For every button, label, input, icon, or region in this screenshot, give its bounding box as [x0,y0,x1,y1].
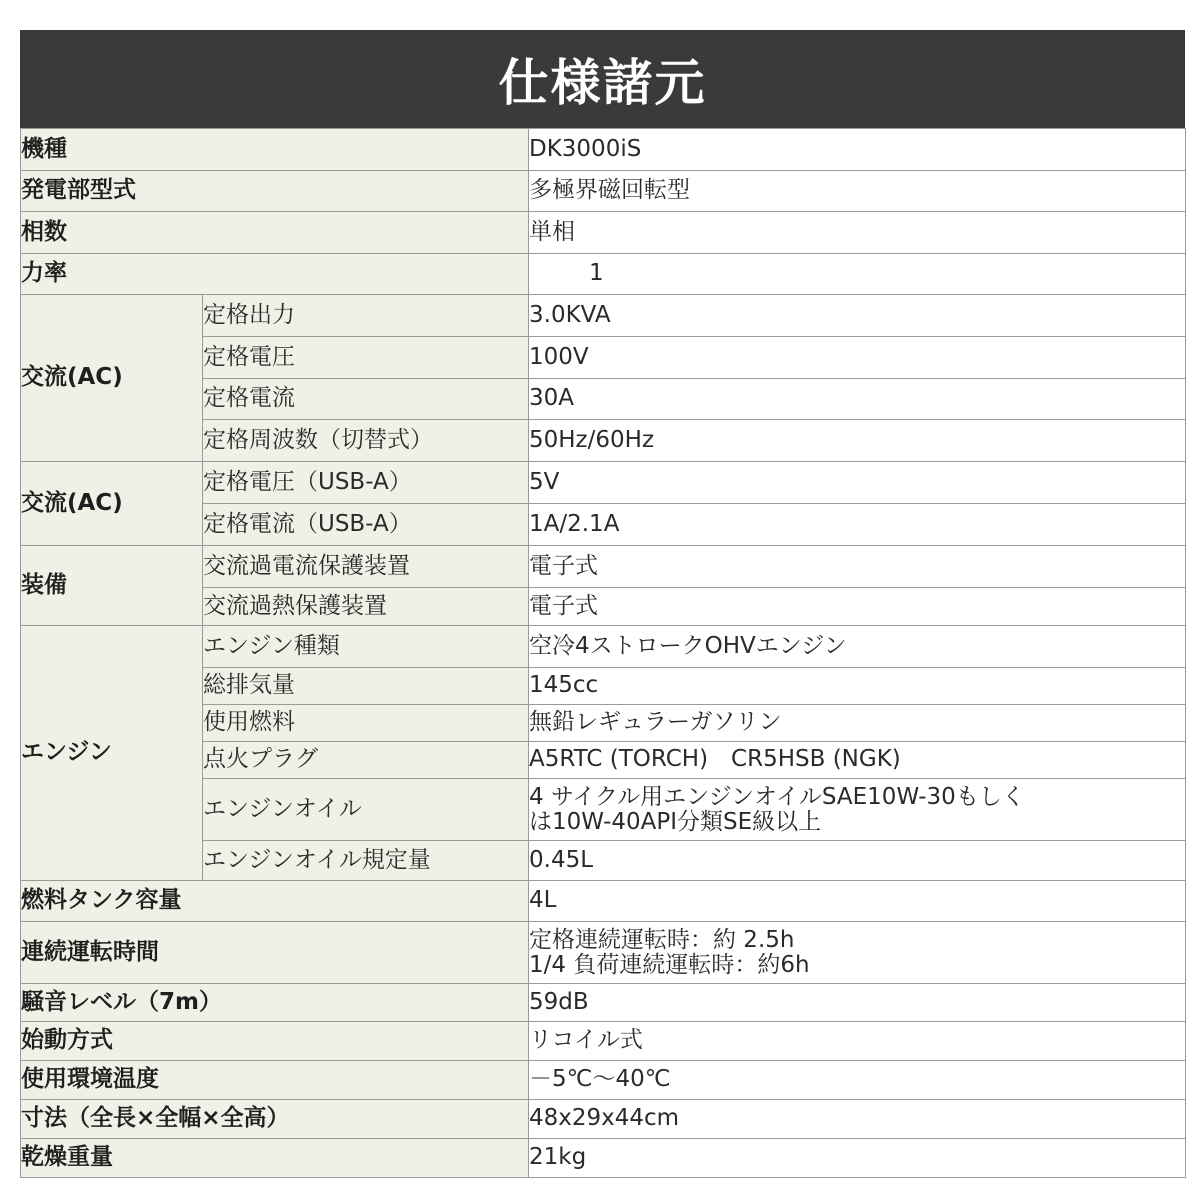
row-value: 145cc [529,668,1186,705]
row-label: 相数 [21,212,529,254]
row-value: A5RTC (TORCH) CR5HSB (NGK) [529,742,1186,779]
table-row [21,881,1186,922]
table-row [21,295,1186,337]
group-label-ac: 交流(AC) [21,295,203,462]
value-line: 4 サイクル用エンジンオイルSAE10W-30もしく [529,784,1025,811]
row-value: 無鉛レギュラーガソリン [529,705,1186,742]
row-label: 発電部型式 [21,171,529,212]
sub-label: 交流過熱保護装置 [203,588,529,626]
row-label: 乾燥重量 [21,1139,529,1178]
group-label-usb: 交流(AC) [21,462,203,546]
sub-label: エンジンオイル規定量 [203,841,529,881]
sub-label: 使用燃料 [203,705,529,742]
table-row [21,626,1186,668]
table-row [21,212,1186,254]
row-value: 0.45L [529,841,1186,881]
group-label-equipment: 装備 [21,546,203,626]
row-value: 5V [529,462,1186,504]
sub-label: 定格電圧（USB-A） [203,462,529,504]
row-label: 機種 [21,129,529,171]
sub-label: 定格電圧 [203,337,529,379]
value-line: 1/4 負荷連続運転時：約6h [529,951,810,978]
row-label: 騒音レベル（7m） [21,984,529,1022]
row-value: 100V [529,337,1186,379]
row-value: 電子式 [529,546,1186,588]
table-row [21,546,1186,588]
row-value: 21kg [529,1139,1186,1178]
row-label: 連続運転時間 [21,922,529,984]
table-row [21,1022,1186,1061]
table-row [21,171,1186,212]
row-value: －5℃～40℃ [529,1061,1186,1100]
table-row [21,1139,1186,1178]
sub-label: エンジンオイル [203,779,529,841]
sub-label: 定格周波数（切替式） [203,420,529,462]
row-value: 59dB [529,984,1186,1022]
row-label: 燃料タンク容量 [21,881,529,922]
table-row [21,922,1186,984]
table-row [21,1061,1186,1100]
sub-label: 総排気量 [203,668,529,705]
value-line: 定格連続運転時：約 2.5h [529,927,795,954]
row-value: 30A [529,379,1186,420]
row-value [529,922,1186,984]
row-label: 使用環境温度 [21,1061,529,1100]
row-value: DK3000iS [529,129,1186,171]
sub-label: 定格電流 [203,379,529,420]
row-value: 48x29x44cm [529,1100,1186,1139]
row-label: 始動方式 [21,1022,529,1061]
row-value: 4L [529,881,1186,922]
spec-table [20,128,1186,1178]
spec-title: 仕様諸元 [20,30,1185,128]
sub-label: 点火プラグ [203,742,529,779]
row-value: 50Hz/60Hz [529,420,1186,462]
row-value: 1A/2.1A [529,504,1186,546]
row-value: 1 [529,254,1186,295]
table-row [21,984,1186,1022]
row-label: 力率 [21,254,529,295]
table-row [21,129,1186,171]
sub-label: エンジン種類 [203,626,529,668]
row-label: 寸法（全長×全幅×全高） [21,1100,529,1139]
row-value: 電子式 [529,588,1186,626]
group-label-engine: エンジン [21,626,203,881]
value-line: は10W-40API分類SE級以上 [529,808,822,835]
row-value: 単相 [529,212,1186,254]
row-value: 3.0KVA [529,295,1186,337]
row-value: 多極界磁回転型 [529,171,1186,212]
table-row [21,462,1186,504]
sub-label: 定格出力 [203,295,529,337]
table-row [21,254,1186,295]
row-value [529,779,1186,841]
spec-sheet [20,30,1185,1177]
sub-label: 定格電流（USB-A） [203,504,529,546]
table-row [21,1100,1186,1139]
row-value: 空冷4ストロークOHVエンジン [529,626,1186,668]
row-value: リコイル式 [529,1022,1186,1061]
sub-label: 交流過電流保護装置 [203,546,529,588]
